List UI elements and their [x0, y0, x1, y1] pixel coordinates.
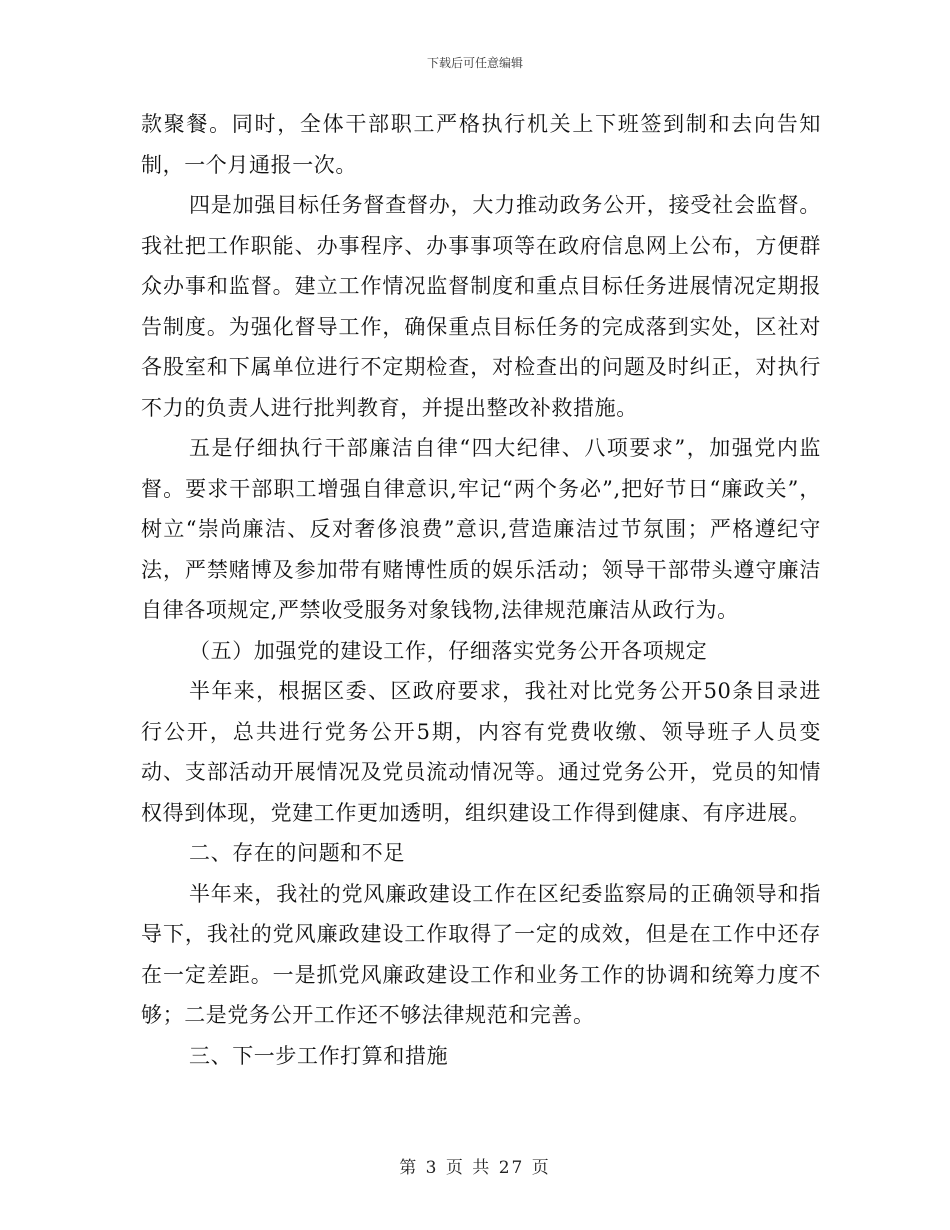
page-header-note: 下载后可任意编辑	[426, 56, 523, 70]
section-heading-problems: 二、存在的问题和不足	[189, 841, 405, 865]
paragraph-5: 半年来，根据区委、区政府要求，我社对比党务公开50条目录进行公开，总共进行党务公开5期，内容有党费收缴、领导班子人员变动、支部活动开展情况及党员流动情况等。通过党务公开，党员的知情权得到体现，党建工作更加透明，组织建设工作得到健康、有序进展。	[141, 679, 821, 825]
paragraph-2: 四是加强目标任务督查督办，大力推动政务公开，接受社会监督。我社把工作职能、办事程序、办事事项等在政府信息网上公布，方便群众办事和监督。建立工作情况监督制度和重点目标任务进展情况定期报告制度。为强化督导工作，确保重点目标任务的完成落到实处，区社对各股室和下属单位进行不定期检查，对检查出的问题及时纠正，对执行不力的负责人进行批判教育，并提出整改补救措施。	[141, 193, 821, 420]
page-number-footer: 第 3 页 共 27 页	[399, 1158, 551, 1178]
paragraph-1: 款聚餐。同时，全体干部职工严格执行机关上下班签到制和去向告知制，一个月通报一次。	[141, 112, 821, 177]
document-body	[141, 104, 821, 1076]
section-heading-next-steps: 三、下一步工作打算和措施	[189, 1043, 449, 1068]
paragraph-7: 半年来，我社的党风廉政建设工作在区纪委监察局的正确领导和指导下，我社的党风廉政建设工作取得了一定的成效，但是在工作中还存在一定差距。一是抓党风廉政建设工作和业务工作的协调和统筹力度不够；二是党务公开工作还不够法律规范和完善。	[141, 881, 821, 1027]
section-heading-party-building: （五）加强党的建设工作，仔细落实党务公开各项规定	[189, 638, 708, 663]
paragraph-3: 五是仔细执行干部廉洁自律“四大纪律、八项要求”，加强党内监督。要求干部职工增强自律意识,牢记“两个务必”,把好节日“廉政关”，树立“崇尚廉洁、反对奢侈浪费”意识,营造廉洁过节氛围；严格遵纪守法，严禁赌博及参加带有赌博性质的娱乐活动；领导干部带头遵守廉洁自律各项规定,严禁收受服务对象钱物,法律规范廉洁从政行为。	[141, 436, 821, 622]
